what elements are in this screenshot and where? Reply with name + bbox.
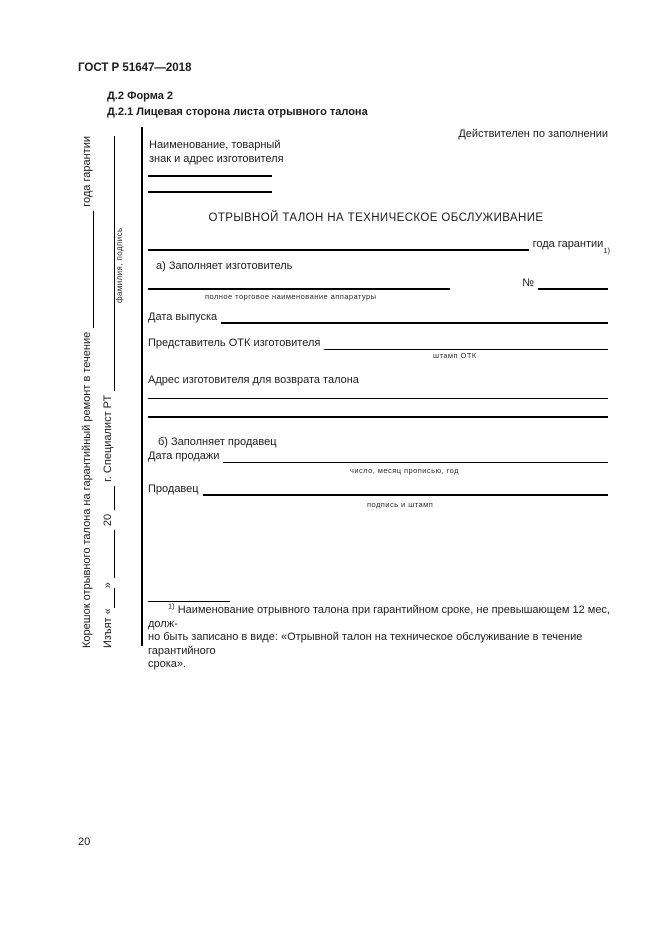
apparatus-row bbox=[148, 277, 608, 290]
warranty-row: года гарантии 1) bbox=[148, 238, 610, 251]
tear-off-divider bbox=[141, 127, 143, 646]
section-b-heading: б) Заполняет продавец bbox=[158, 436, 277, 448]
stub-warranty-blank bbox=[82, 211, 94, 328]
stub-warranty-suffix: года гарантии bbox=[81, 136, 93, 207]
form-subheading: Д.2.1 Лицевая сторона листа отрывного талона bbox=[107, 106, 368, 118]
stub-signature-caption: фамилия, подпись bbox=[115, 227, 124, 303]
footnote-line-3: срока». bbox=[148, 658, 187, 670]
manufacturer-box-line2: знак и адрес изготовителя bbox=[149, 152, 284, 165]
otk-row bbox=[148, 337, 608, 350]
validity-note: Действителен по заполнении bbox=[458, 128, 608, 140]
issue-date-row bbox=[148, 311, 608, 324]
stub-year-prefix: 20 bbox=[102, 513, 114, 527]
otk-caption: штамп ОТК bbox=[433, 351, 477, 360]
return-address-label: Адрес изготовителя для возврата талона bbox=[148, 374, 359, 386]
section-a-heading: а) Заполняет изготовитель bbox=[156, 260, 293, 272]
apparatus-caption: полное торговое наименование аппаратуры bbox=[205, 292, 377, 301]
stub-quote-close: » bbox=[102, 582, 114, 589]
manufacturer-box-line1: Наименование, товарный bbox=[149, 139, 281, 151]
number-blank bbox=[538, 278, 608, 290]
footnote-line-2: но быть записано в виде: «Отрывной талон на техническое обслуживание в течение гарантийного bbox=[148, 631, 583, 657]
sale-date-blank bbox=[223, 451, 608, 463]
issue-date-blank bbox=[221, 312, 608, 324]
stub-month-blank bbox=[103, 530, 115, 578]
seller-caption: подпись и штамп bbox=[367, 500, 434, 509]
footnote-ref: 1) bbox=[168, 601, 175, 611]
standard-number: ГОСТ Р 51647—2018 bbox=[78, 62, 192, 74]
issue-date-label: Дата выпуска bbox=[148, 311, 218, 323]
footnote-line-1: Наименование отрывного талона при гарантийном сроке, не превышающем 12 мес, долж- bbox=[148, 604, 610, 630]
form-heading: Д.2 Форма 2 bbox=[107, 90, 174, 102]
footnote-rule bbox=[148, 601, 230, 602]
warranty-blank bbox=[148, 239, 529, 251]
return-address-blank-line-2 bbox=[148, 416, 608, 418]
stub-warranty-text: Корешок отрывного талона на гарантийный ремонт в течение bbox=[81, 331, 93, 648]
otk-blank bbox=[324, 338, 608, 350]
seller-label: Продавец bbox=[148, 483, 199, 495]
sale-date-row bbox=[148, 450, 608, 463]
stub-day-blank bbox=[103, 588, 115, 608]
sale-date-label: Дата продажи bbox=[148, 450, 220, 462]
otk-label: Представитель ОТК изготовителя bbox=[148, 337, 321, 349]
coupon-title: ОТРЫВНОЙ ТАЛОН НА ТЕХНИЧЕСКОЕ ОБСЛУЖИВАНИЕ bbox=[208, 212, 544, 224]
warranty-suffix: года гарантии bbox=[532, 238, 604, 250]
stub-warranty-line bbox=[81, 136, 94, 648]
stub-specialist-label: г. Специалист РТ bbox=[102, 394, 114, 482]
return-address-blank-line-1 bbox=[148, 398, 608, 399]
stub-seized-label: Изъят « bbox=[102, 608, 114, 648]
stub-signature-blank bbox=[103, 136, 115, 391]
stub-seized-line bbox=[102, 136, 125, 648]
manufacturer-blank-line-2 bbox=[148, 191, 272, 193]
number-sign: № bbox=[522, 277, 534, 289]
manufacturer-box-label bbox=[149, 139, 284, 166]
seller-row bbox=[148, 483, 608, 496]
sale-date-caption: число, месяц прописью, год bbox=[350, 466, 459, 475]
page-number: 20 bbox=[78, 836, 91, 848]
footnote bbox=[148, 601, 614, 672]
stub-year-blank bbox=[103, 486, 115, 510]
manufacturer-blank-line-1 bbox=[148, 175, 272, 177]
apparatus-name-blank bbox=[148, 278, 450, 290]
seller-blank bbox=[203, 484, 608, 496]
